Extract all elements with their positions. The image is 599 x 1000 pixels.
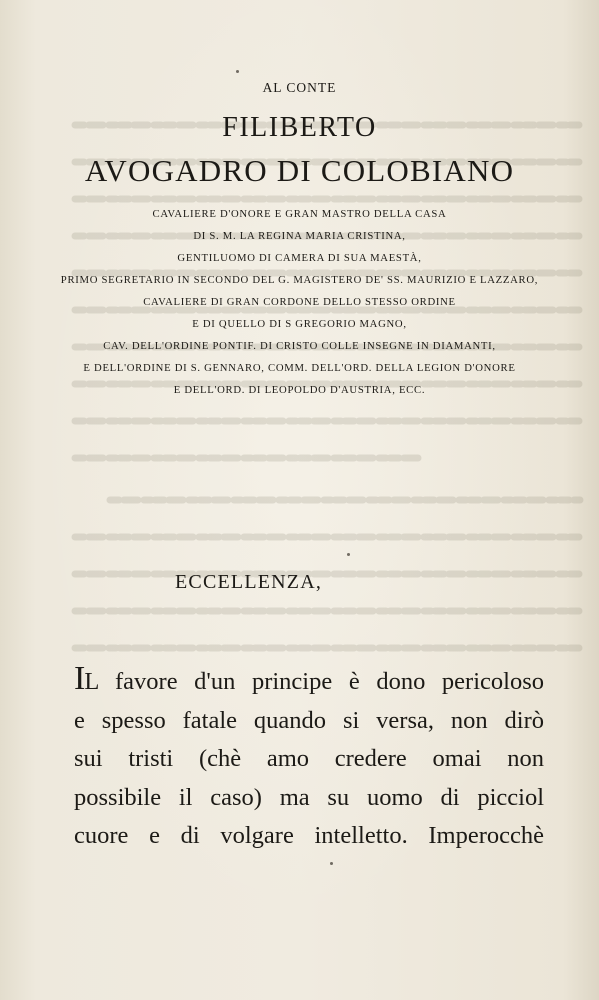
body-paragraph [74, 660, 544, 856]
dedicatee-label: AL CONTE [262, 80, 337, 95]
dedicatee-first-name: FILIBERTO [222, 112, 377, 143]
paragraph-line: sui tristi (chè amo credere omai non [74, 745, 544, 772]
honorific-titles [0, 203, 599, 401]
paragraph-line-text: L favore d'un principe è dono pericoloso [84, 668, 544, 695]
salutation: ECCELLENZA, [175, 571, 323, 593]
drop-capital: I [74, 660, 85, 697]
ink-speck [347, 553, 350, 556]
title-line: DI S. M. LA REGINA MARIA CRISTINA, [193, 230, 406, 242]
paragraph-line: cuore e di volgare intelletto. Imperocchè [74, 822, 544, 849]
title-line: CAVALIERE D'ONORE E GRAN MASTRO DELLA CASA [152, 208, 447, 220]
title-line: PRIMO SEGRETARIO IN SECONDO DEL G. MAGISTERO DE' SS. MAURIZIO E LAZZARO, [60, 274, 539, 286]
title-line: E DELL'ORD. DI LEOPOLDO D'AUSTRIA, ECC. [173, 384, 426, 396]
paragraph-line: e spesso fatale quando si versa, non dirò [74, 706, 544, 734]
ink-speck [236, 70, 239, 73]
title-line: E DELL'ORDINE DI S. GENNARO, COMM. DELL'ORD. DELLA LEGION D'ONORE [83, 362, 516, 374]
title-line: CAVALIERE DI GRAN CORDONE DELLO STESSO ORDINE [143, 296, 456, 308]
title-line: CAV. DELL'ORDINE PONTIF. DI CRISTO COLLE INSEGNE IN DIAMANTI, [103, 340, 496, 352]
title-line: GENTILUOMO DI CAMERA DI SUA MAESTÀ, [177, 252, 422, 264]
paragraph-line [74, 660, 544, 702]
dedicatee-family-name: AVOGADRO DI COLOBIANO [84, 153, 515, 188]
paragraph-line: possibile il caso) ma su uomo di picciol [74, 783, 544, 811]
ink-speck [330, 862, 333, 865]
title-line: E DI QUELLO DI S GREGORIO MAGNO, [192, 318, 407, 330]
